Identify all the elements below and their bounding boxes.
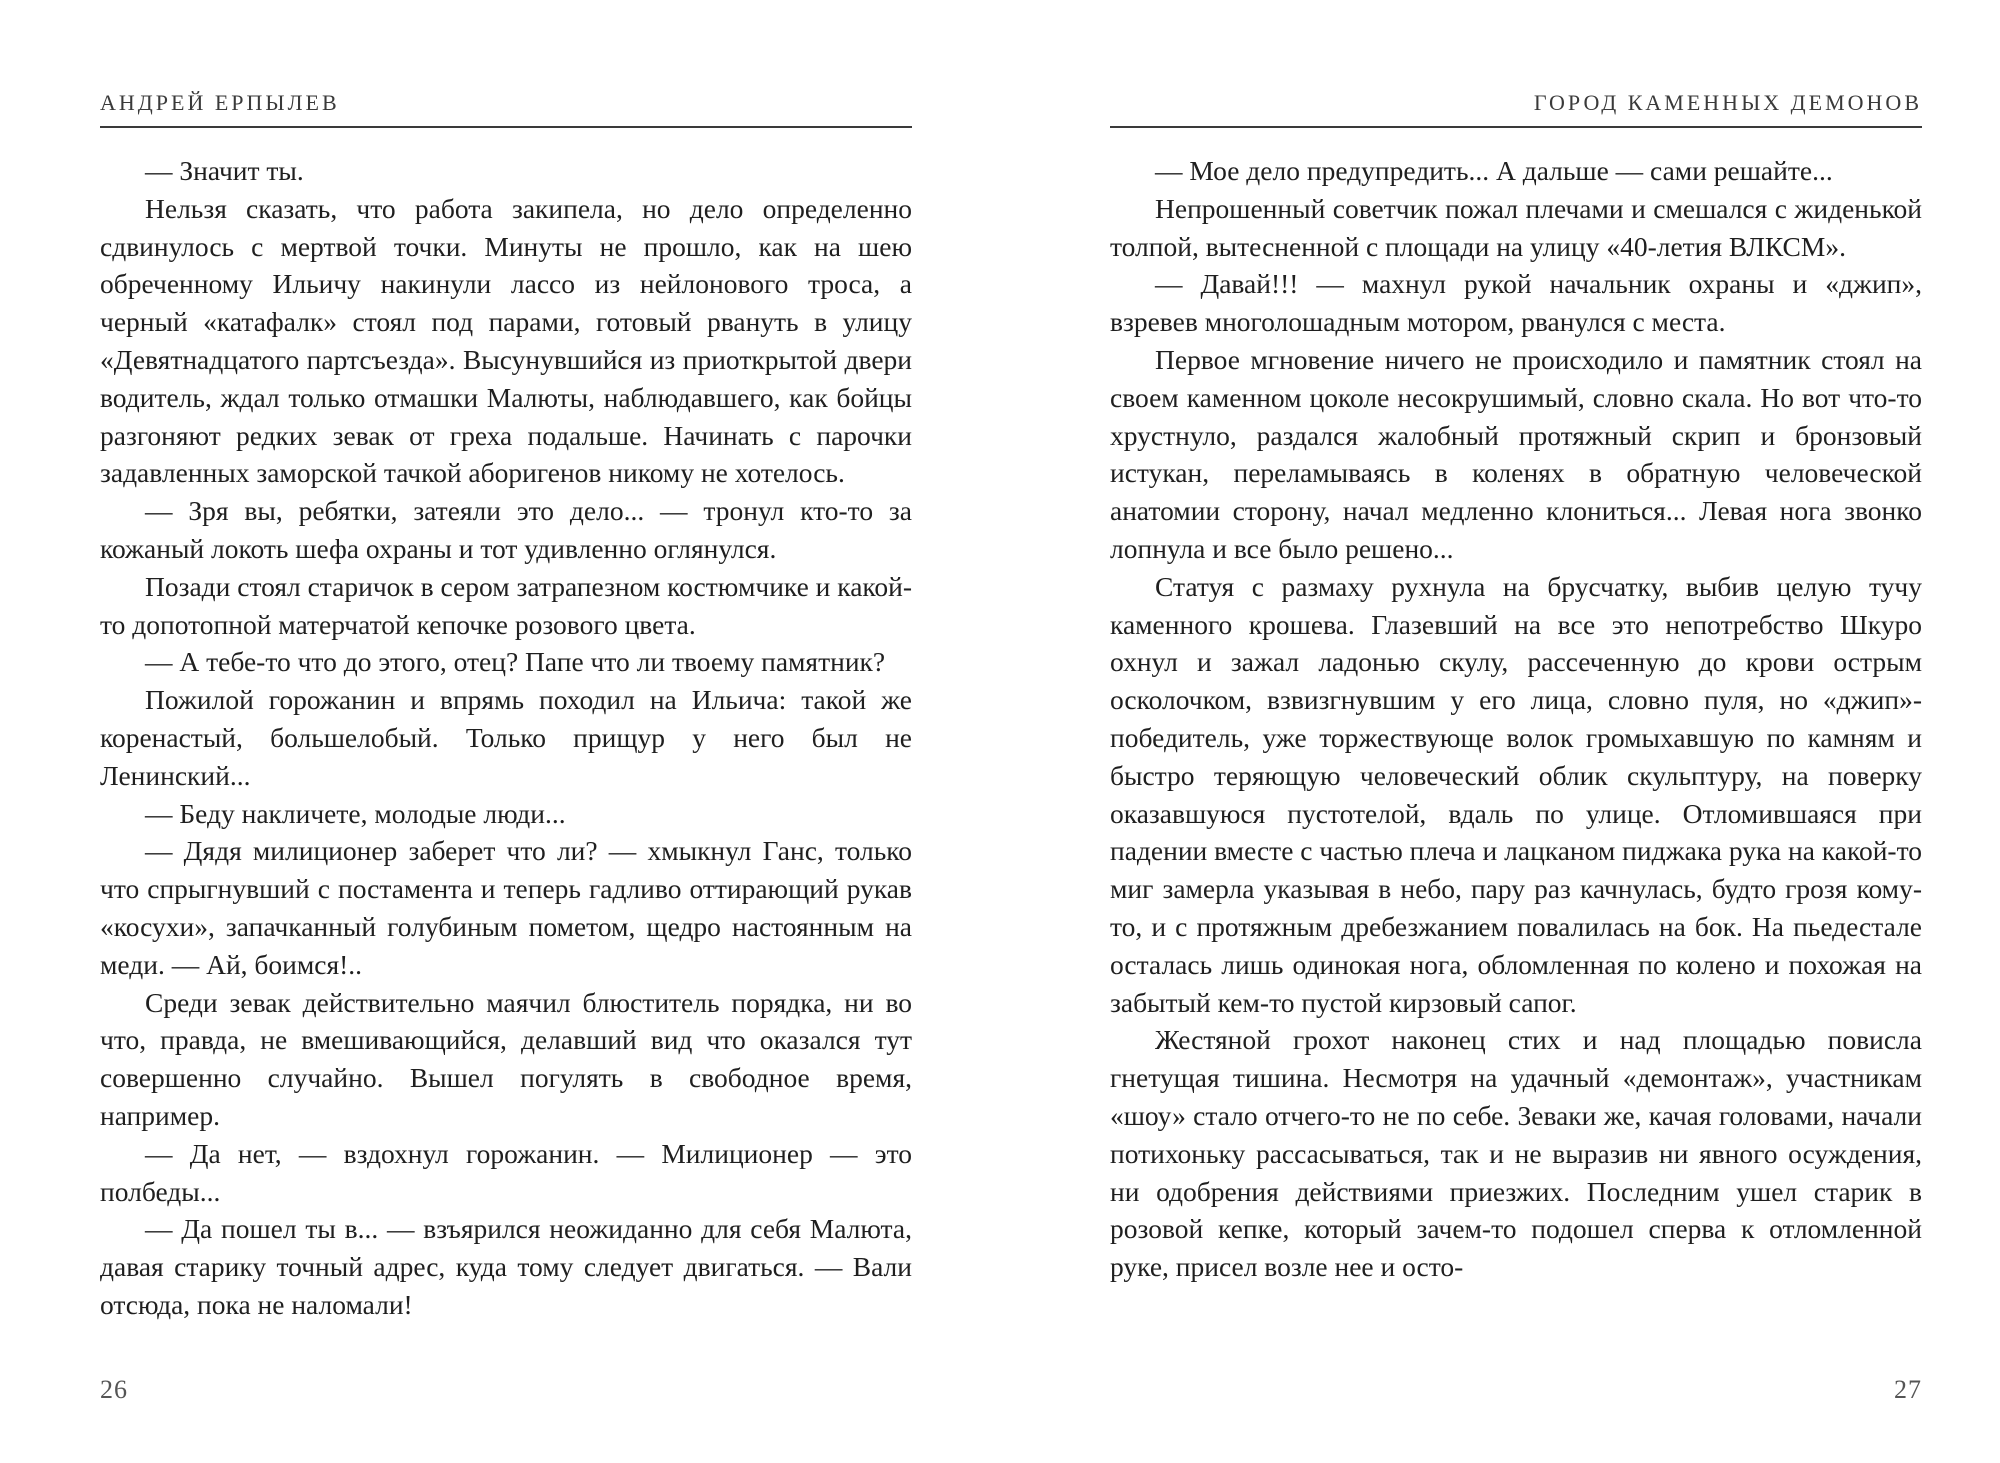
paragraph: — Зря вы, ребятки, затеяли это дело... — тронул кто-то за кожаный локоть шефа охраны и тот удивленно оглянулся.	[100, 495, 912, 564]
paragraph: Пожилой горожанин и впрямь походил на Ильича: такой же коренастый, большелобый. Только прищур у него был не Ленинский...	[100, 684, 912, 791]
page-number: 27	[1894, 1375, 1922, 1404]
paragraph: — Давай!!! — махнул рукой начальник охраны и «джип», взревев многолошадным мотором, рванулся с места.	[1110, 268, 1922, 338]
paragraph: — Дядя милиционер заберет что ли? — хмыкнул Ганс, только что спрыгнувший с постамента и теперь гадливо оттирающий рукав «косухи», запачканный голубиным пометом, щедро настоянным на меди. — Ай, боимся!..	[100, 835, 912, 980]
header-rule	[100, 126, 912, 128]
paragraph: — Значит ты.	[145, 155, 304, 186]
paragraph: — Беду накличете, молодые люди...	[145, 797, 566, 829]
paragraph: — Мое дело предупредить... А дальше — сами решайте...	[1155, 155, 1833, 186]
paragraph: — Да нет, — вздохнул горожанин. — Милиционер — это полбеды...	[100, 1137, 912, 1207]
paragraph: Статуя с размаху рухнула на брусчатку, выбив целую тучу каменного крошева. Глазевший на все это непотребство Шкуро охнул и зажал ладонью скулу, рассеченную до крови острым осколочком, взвизгнувшим у его лица, словно пуля, но «джип»-победитель, уже торжествующе волок громыхавшую по камням и быстро теряющую человеческий облик скульптуру, на поверку оказавшуюся пустотелой, вдаль по улице. Отломившаяся при падении вместе с частью плеча и лацканом пиджака рука на какой-то миг замерла указывая в небо, пару раз качнулась, будто грозя кому-то, и с протяжным дребезжанием повалилась на бок. На пьедестале осталась лишь одинокая нога, обломленная по колено и похожая на забытый кем-то пустой кирзовый сапог.	[1110, 570, 1922, 1018]
paragraph: Нельзя сказать, что работа закипела, но дело определенно сдвинулось с мертвой точки. Минуты не прошло, как на шею обреченному Ильичу накинули лассо из нейлонового троса, а черный «катафалк» стоял под парами, готовый рвануть в улицу «Девятнадцатого партсъезда». Высунувшийся из приоткрытой двери водитель, ждал только отмашки Малюты, наблюдавшего, как бойцы разгоняют редких зевак от греха подальше. Начинать с парочки задавленных заморской тачкой аборигенов никому не хотелось.	[100, 192, 912, 489]
running-head-title: ГОРОД КАМЕННЫХ ДЕМОНОВ	[1533, 90, 1922, 115]
paragraph: Среди зевак действительно маячил блюститель порядка, ни во что, правда, не вмешивающийся, делавший вид что оказался тут совершенно случайно. Вышел погулять в свободное время, например.	[100, 986, 912, 1131]
paragraph: — Да пошел ты в... — взъярился неожиданно для себя Малюта, давая старику точный адрес, куда тому следует двигаться. — Вали отсюда, пока не наломали!	[100, 1213, 912, 1320]
running-head-author: АНДРЕЙ ЕРПЫЛЕВ	[100, 90, 340, 115]
paragraph: Непрошенный советчик пожал плечами и смешался с жиденькой толпой, вытесненной с площади на улицу «40-летия ВЛКСМ».	[1110, 192, 1922, 262]
paragraph: Жестяной грохот наконец стих и над площадью повисла гнетущая тишина. Несмотря на удачный «демонтаж», участникам «шоу» стало отчего-то не по себе. Зеваки же, качая головами, начали потихоньку рассасываться, так и не выразив ни явного осуждения, ни одобрения действиями приезжих. Последним ушел старик в розовой кепке, который зачем-то подошел сперва к отломленной руке, присел возле нее и осто-	[1110, 1024, 1922, 1283]
paragraph: Позади стоял старичок в сером затрапезном костюмчике и какой-то допотопной матерчатой кепочке розового цвета.	[100, 570, 912, 640]
header-rule	[1110, 126, 1922, 128]
paragraph: — А тебе-то что до этого, отец? Папе что ли твоему памятник?	[145, 646, 886, 678]
paragraph: Первое мгновение ничего не происходило и памятник стоял на своем каменном цоколе несокрушимый, словно скала. Но вот что-то хрустнуло, раздался жалобный протяжный скрип и бронзовый истукан, переламываясь в коленях в обратную человеческой анатомии сторону, начал медленно клониться... Левая нога звонко лопнула и все было решено...	[1110, 343, 1922, 564]
page-number: 26	[100, 1375, 128, 1404]
right-page-body	[1110, 152, 1922, 1286]
left-page-body	[100, 152, 912, 1324]
